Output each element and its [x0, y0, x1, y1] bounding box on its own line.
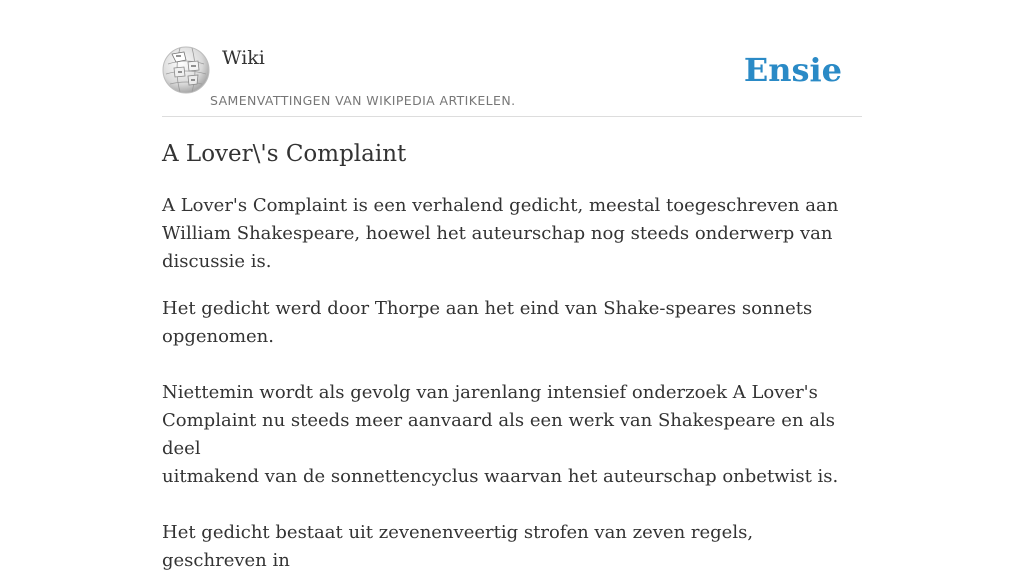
article-title: A Lover\'s Complaint — [162, 141, 407, 167]
article-paragraph: A Lover's Complaint is een verhalend gedicht, meestal toegeschreven aan William Shakespeare, hoewel het auteurschap nog steeds onderwerp van discussie is. — [162, 195, 839, 272]
article-paragraph: Het gedicht werd door Thorpe aan het eind van Shake-speares sonnets opgenomen. — [162, 298, 813, 347]
article-content — [162, 138, 862, 575]
site-name[interactable]: Wiki — [222, 47, 265, 69]
article-paragraph: Niettemin wordt als gevolg van jarenlang intensief onderzoek A Lover's Complaint nu steeds meer aanvaard als een werk van Shakespeare en als deel uitmakend van de sonnettencyclus waarvan het auteurschap onbetwist is. — [162, 382, 839, 487]
site-header — [162, 40, 862, 117]
wikipedia-globe-icon[interactable] — [162, 46, 210, 94]
site-tagline: SAMENVATTINGEN VAN WIKIPEDIA ARTIKELEN. — [210, 93, 516, 108]
brand-logo-link[interactable]: Ensie — [743, 51, 842, 89]
article-paragraph: Het gedicht bestaat uit zevenenveertig strofen van zeven regels, geschreven in — [162, 522, 754, 571]
